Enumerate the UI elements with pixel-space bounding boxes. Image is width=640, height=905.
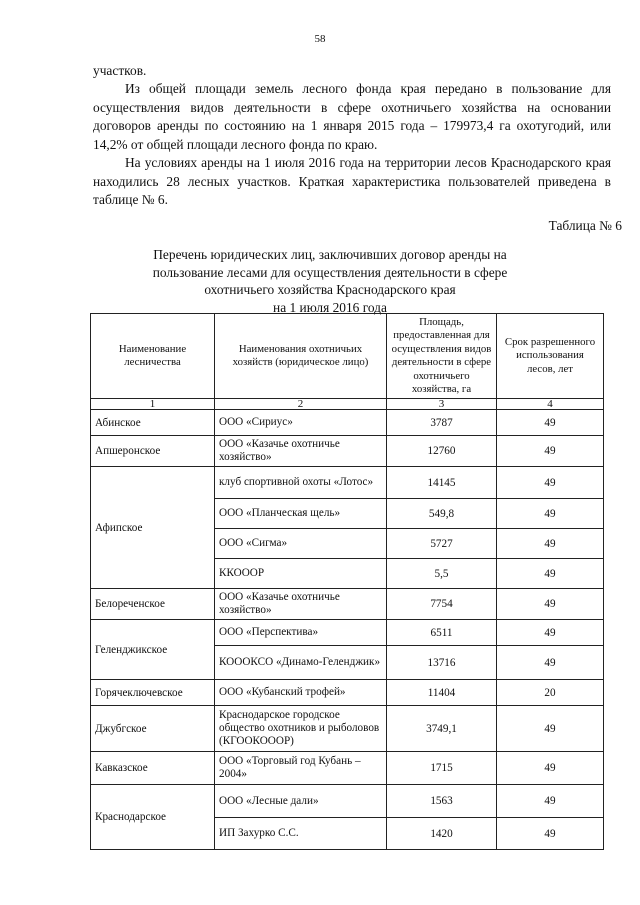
- hunting-entity: Краснодарское городское общество охотников и рыболовов (КГООКОООР): [215, 706, 387, 752]
- term-value: 49: [497, 818, 604, 850]
- area-value: 12760: [387, 436, 497, 467]
- column-header-hunting-entity: Наименования охотничьих хозяйств (юридическое лицо): [215, 314, 387, 399]
- hunting-entity: КОООКСО «Динамо-Геленджик»: [215, 646, 387, 680]
- column-number: 4: [497, 399, 604, 410]
- paragraph-lease-summary: На условиях аренды на 1 июля 2016 года на территории лесов Краснодарского края находились 28 лесных участков. Краткая характеристика пользователей приведена в таблице № 6.: [93, 155, 611, 208]
- area-value: 549,8: [387, 499, 497, 529]
- area-value: 1715: [387, 752, 497, 785]
- forestry-name: Джубгское: [91, 706, 215, 752]
- column-header-area: Площадь, предоставленная для осуществления видов деятельности в сфере охотничьего хозяйства, га: [387, 314, 497, 399]
- hunting-entity: ККОООР: [215, 559, 387, 589]
- paragraph-forest-fund: Из общей площади земель лесного фонда края передано в пользование для осуществления видов деятельности в сфере охотничьего хозяйства на основании договоров аренды по состоянию на 1 января 2015 года – 179973,4 га охотугодий, или 14,2% от общей площади лесного фонда по краю.: [93, 81, 611, 152]
- table-row: [91, 410, 604, 436]
- table-row: [91, 752, 604, 785]
- term-value: 49: [497, 436, 604, 467]
- forestry-name: Афипское: [91, 467, 215, 589]
- area-value: 6511: [387, 620, 497, 646]
- hunting-entity: ООО «Сигма»: [215, 529, 387, 559]
- area-value: 13716: [387, 646, 497, 680]
- term-value: 49: [497, 706, 604, 752]
- table-row: [91, 620, 604, 646]
- column-header-term: Срок разрешенного использования лесов, лет: [497, 314, 604, 399]
- term-value: 20: [497, 680, 604, 706]
- hunting-entity: ООО «Казачье охотничье хозяйство»: [215, 436, 387, 467]
- table-row: [91, 467, 604, 499]
- forestry-name: Горячеключевское: [91, 680, 215, 706]
- hunting-entity: ООО «Перспектива»: [215, 620, 387, 646]
- hunting-entity: ООО «Сириус»: [215, 410, 387, 436]
- term-value: 49: [497, 785, 604, 818]
- hunting-entity: ИП Захурко С.С.: [215, 818, 387, 850]
- hunting-entity: ООО «Планческая щель»: [215, 499, 387, 529]
- forestry-name: Абинское: [91, 410, 215, 436]
- table-title-line: Перечень юридических лиц, заключивших договор аренды на: [153, 247, 507, 262]
- term-value: 49: [497, 467, 604, 499]
- table-title-line: охотничьего хозяйства Краснодарского края: [204, 282, 456, 298]
- area-value: 5727: [387, 529, 497, 559]
- term-value: 49: [497, 529, 604, 559]
- table-title: [110, 246, 550, 316]
- page-number: 58: [314, 33, 326, 45]
- area-value: 7754: [387, 589, 497, 620]
- paragraph-continuation: участков.: [93, 63, 147, 78]
- column-number: 2: [215, 399, 387, 410]
- hunting-entity: ООО «Торговый год Кубань – 2004»: [215, 752, 387, 785]
- table-title-line: на 1 июля 2016 года: [273, 299, 387, 315]
- hunting-entity: клуб спортивной охоты «Лотос»: [215, 467, 387, 499]
- table-row: [91, 589, 604, 620]
- term-value: 49: [497, 589, 604, 620]
- area-value: 1563: [387, 785, 497, 818]
- forestry-name: Геленджикское: [91, 620, 215, 680]
- area-value: 3749,1: [387, 706, 497, 752]
- forestry-name: Белореченское: [91, 589, 215, 620]
- area-value: 14145: [387, 467, 497, 499]
- column-number: 3: [387, 399, 497, 410]
- table-label: Таблица № 6: [548, 218, 622, 233]
- area-value: 3787: [387, 410, 497, 436]
- lease-table: [90, 313, 604, 850]
- forestry-name: Апшеронское: [91, 436, 215, 467]
- term-value: 49: [497, 620, 604, 646]
- term-value: 49: [497, 499, 604, 529]
- hunting-entity: ООО «Казачье охотничье хозяйство»: [215, 589, 387, 620]
- table-row: [91, 680, 604, 706]
- area-value: 1420: [387, 818, 497, 850]
- forestry-name: Кавказское: [91, 752, 215, 785]
- column-header-forestry: Наименование лесничества: [91, 314, 215, 399]
- table-row: [91, 706, 604, 752]
- area-value: 5,5: [387, 559, 497, 589]
- forestry-name: Краснодарское: [91, 785, 215, 850]
- term-value: 49: [497, 410, 604, 436]
- term-value: 49: [497, 559, 604, 589]
- term-value: 49: [497, 752, 604, 785]
- hunting-entity: ООО «Кубанский трофей»: [215, 680, 387, 706]
- term-value: 49: [497, 646, 604, 680]
- hunting-entity: ООО «Лесные дали»: [215, 785, 387, 818]
- table-row: [91, 785, 604, 818]
- column-number: 1: [91, 399, 215, 410]
- area-value: 11404: [387, 680, 497, 706]
- table-title-line: пользование лесами для осуществления деятельности в сфере: [152, 264, 508, 280]
- table-row: [91, 436, 604, 467]
